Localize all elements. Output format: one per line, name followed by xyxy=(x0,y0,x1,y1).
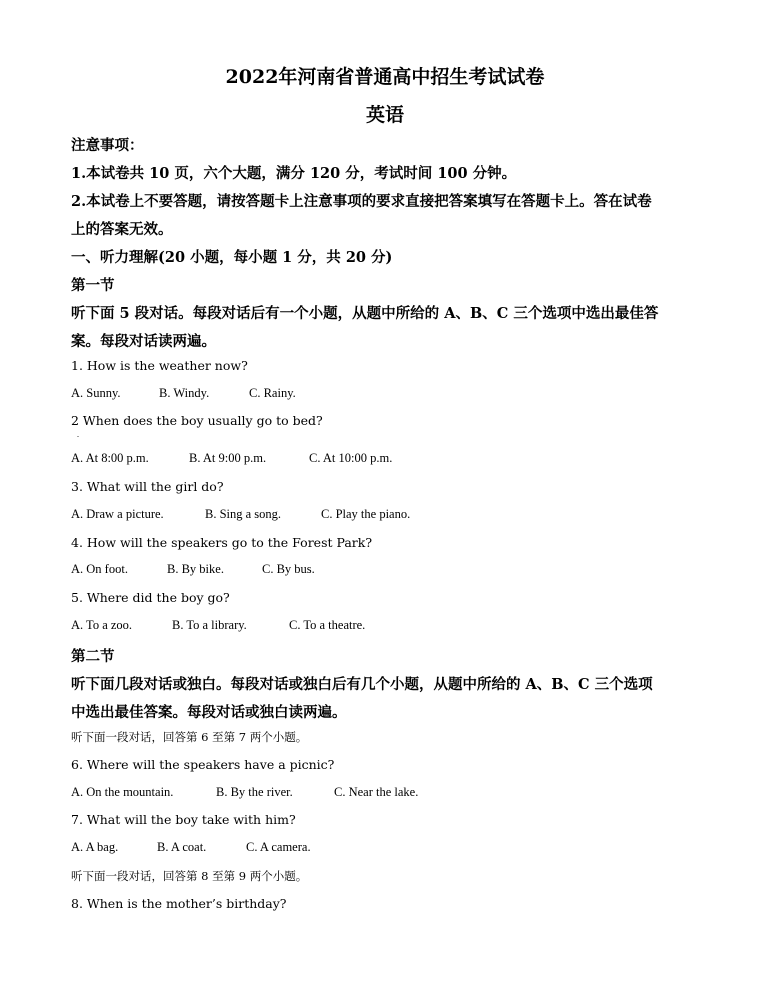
q1-option-c: C. Rainy. xyxy=(249,386,296,400)
part1-heading: 一、听力理解(20 小题，每小题 1 分，共 20 分) xyxy=(71,249,393,266)
q5-option-a: A. To a zoo. xyxy=(71,618,133,632)
question-2: 2 When does the boy usually go to bed? xyxy=(71,413,323,428)
q7-option-a: A. A bag. xyxy=(71,840,119,854)
q2-option-b: B. At 9:00 p.m. xyxy=(189,451,267,465)
section2-label: 第二节 xyxy=(71,648,115,665)
notice-item-1: 1.本试卷共 10 页，六个大题，满分 120 分，考试时间 100 分钟。 xyxy=(71,165,517,182)
question-4: 4. How will the speakers go to the Forest Park? xyxy=(71,535,373,550)
q3-option-a: A. Draw a picture. xyxy=(71,507,164,521)
q4-option-b: B. By bike. xyxy=(167,562,224,576)
question-1: 1. How is the weather now? xyxy=(71,358,248,373)
question-6: 6. Where will the speakers have a picnic? xyxy=(71,757,335,772)
subject-title: 英语 xyxy=(365,104,404,126)
notice-heading: 注意事项： xyxy=(71,137,144,154)
section1-instruction: 听下面 5 段对话。每段对话后有一个小题，从题中所给的 A、B、C 三个选项中选出最佳答 xyxy=(71,305,659,322)
q2-option-c: C. At 10:00 p.m. xyxy=(309,451,393,465)
section2-instruction: 听下面几段对话或独白。每段对话或独白后有几个小题，从题中所给的 A、B、C 三个选项 xyxy=(71,676,653,693)
note-q6-q7: 听下面一段对话，回答第 6 至第 7 两个小题。 xyxy=(71,730,308,744)
q5-option-c: C. To a theatre. xyxy=(289,618,366,632)
q4-option-a: A. On foot. xyxy=(71,562,128,576)
q3-option-c: C. Play the piano. xyxy=(321,507,411,521)
note-q8-q9: 听下面一段对话，回答第 8 至第 9 两个小题。 xyxy=(71,869,308,883)
q1-option-b: B. Windy. xyxy=(159,386,210,400)
stray-dot: . xyxy=(77,430,79,439)
question-8: 8. When is the mother’s birthday? xyxy=(71,896,287,911)
q7-option-b: B. A coat. xyxy=(157,840,207,854)
question-3: 3. What will the girl do? xyxy=(71,479,224,494)
question-5: 5. Where did the boy go? xyxy=(71,590,230,605)
q2-option-a: A. At 8:00 p.m. xyxy=(71,451,149,465)
exam-title: 2022年河南省普通高中招生考试试卷 xyxy=(225,66,545,88)
section1-instruction-cont: 案。每段对话读两遍。 xyxy=(71,333,216,350)
q6-option-a: A. On the mountain. xyxy=(71,785,174,799)
notice-item-2-cont: 上的答案无效。 xyxy=(71,221,173,238)
section1-label: 第一节 xyxy=(71,277,115,294)
q4-option-c: C. By bus. xyxy=(262,562,315,576)
q6-option-c: C. Near the lake. xyxy=(334,785,419,799)
q3-option-b: B. Sing a song. xyxy=(205,507,282,521)
q7-option-c: C. A camera. xyxy=(246,840,311,854)
question-7: 7. What will the boy take with him? xyxy=(71,812,296,827)
section2-instruction-cont: 中选出最佳答案。每段对话或独白读两遍。 xyxy=(71,704,347,721)
q6-option-b: B. By the river. xyxy=(216,785,293,799)
q5-option-b: B. To a library. xyxy=(172,618,247,632)
q1-option-a: A. Sunny. xyxy=(71,386,121,400)
notice-item-2: 2.本试卷上不要答题，请按答题卡上注意事项的要求直接把答案填写在答题卡上。答在试卷 xyxy=(71,193,652,210)
